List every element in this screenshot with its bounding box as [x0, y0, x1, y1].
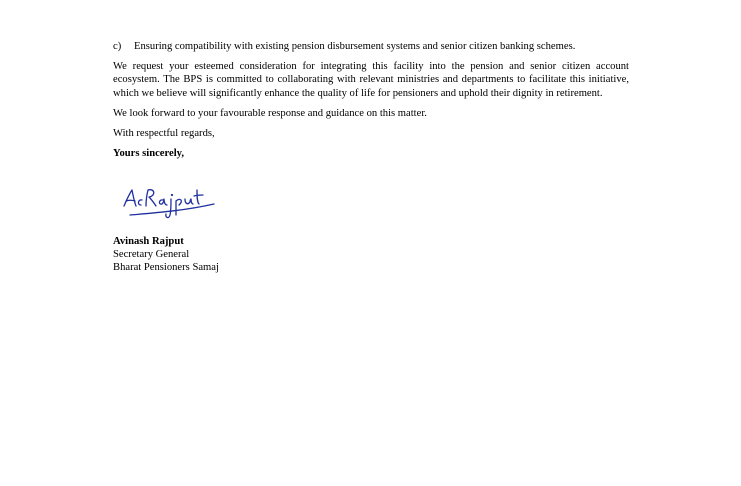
list-item-c	[113, 40, 629, 53]
list-marker: c)	[113, 41, 122, 52]
request-paragraph: We request your esteemed consideration for integrating this facility into the pension and senior citizen account ecosystem. The BPS is committed to collaborating with relevant ministries and departments to facilitate this initiative, which we believe will significantly enhance the quality of life for pensioners and uphold their dignity in retirement.	[113, 61, 629, 99]
signatory-title: Secretary General	[113, 249, 190, 261]
letter-body	[113, 40, 629, 160]
handwritten-signature	[118, 184, 218, 226]
response-paragraph: We look forward to your favourable response and guidance on this matter.	[113, 107, 427, 119]
sign-off: Yours sincerely,	[113, 148, 185, 160]
signatory-block	[113, 235, 219, 275]
closing-line: With respectful regards,	[113, 128, 215, 140]
signatory-organization: Bharat Pensioners Samaj	[113, 262, 219, 274]
signatory-name: Avinash Rajput	[113, 236, 184, 247]
list-item-text: Ensuring compatibility with existing pension disbursement systems and senior citizen banking schemes.	[134, 41, 576, 52]
